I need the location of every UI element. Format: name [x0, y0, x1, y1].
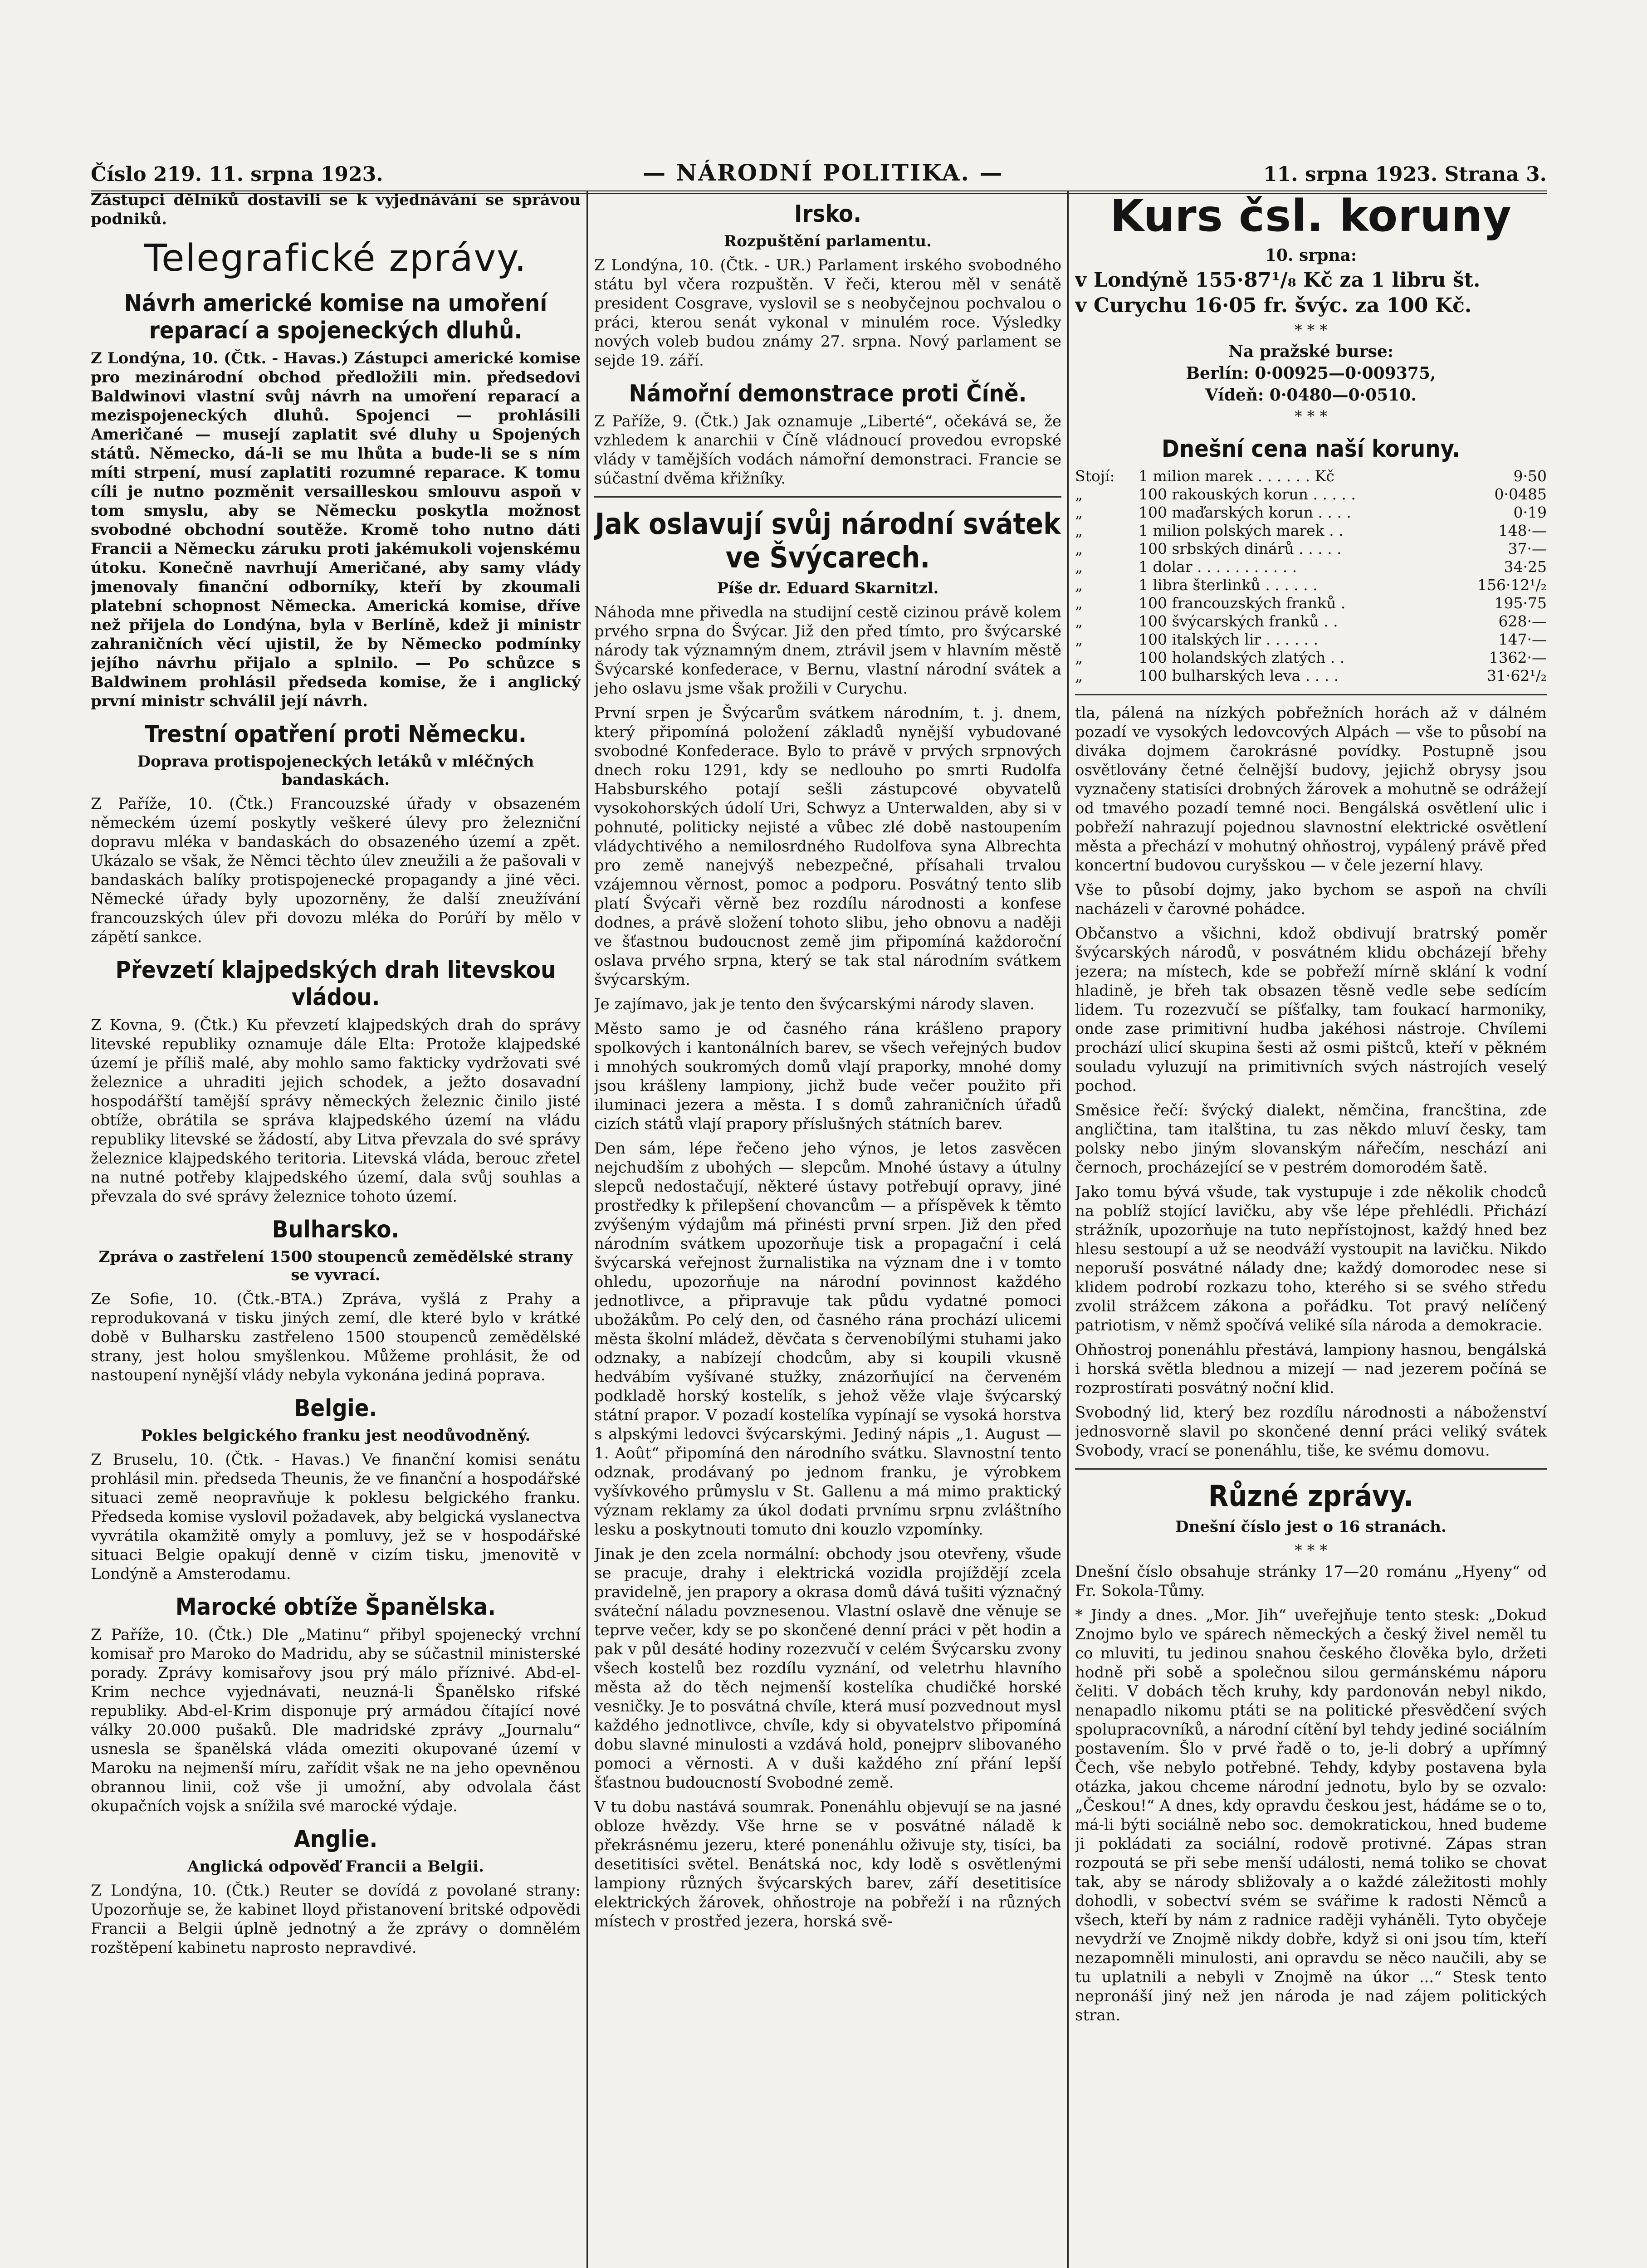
price-value: 9·50: [1513, 467, 1547, 485]
currency-rate-title: Kurs čsl. koruny: [1110, 191, 1512, 241]
section-title-telegraph: Telegrafické zprávy.: [144, 237, 528, 280]
column-divider: [1067, 191, 1069, 2268]
price-value: 34·25: [1504, 558, 1547, 576]
article-body: Svobodný lid, který bez rozdílu národnosti a náboženství jednosvorně slavil po skončené denní práci veliký svátek Svobody, vrací se ponenáhlu, tiše, ke svému domovu.: [1075, 1403, 1547, 1460]
stars-divider: * * *: [1294, 321, 1328, 339]
article-subtitle: Dnešní číslo jest o 16 stranách.: [1175, 1518, 1447, 1536]
price-list: [1075, 467, 1547, 685]
article-body: První srpen je Švýcarům svátkem národním, t. j. dnem, který připomíná položení základů nynější vybudované svobodné Konfederace. Bylo to právě v prvých srpnových dnech roku 1291, kdy se nedlouho po smrti Rudolfa Habsburského potají sešli zástupcové obyvatelů vysokohorských údolí Uri, Schwyz a Unterwalden, aby si v pohnuté, politicky nejisté a vůbec zlé době nastoupením vládychtivého a nemilosrdného Rudolfova syna Albrechta pro země nanejvýš nebezpečné, přísahali trvalou vzájemnou věrnost, pomoc a podporu. Posvátný tento slib platí Švýcaři věrně bez rozdílu národnosti a konfese dodnes, a právě složení tohoto slibu, jeho obnovu a naději ve šťastnou budoucnost země jim připomíná každoroční oslava prvého srpna, který se tak stal národním svátkem švýcarským.: [594, 704, 1061, 989]
price-prefix: „: [1075, 576, 1083, 594]
article-body: Vše to působí dojmy, jako bychom se aspoň na chvíli nacházeli v čarovné pohádce.: [1075, 881, 1547, 918]
stars-divider: * * *: [1294, 1541, 1328, 1559]
price-list-title: Dnešní cena naší koruny.: [1161, 435, 1461, 463]
price-item: 100 maďarských korun . . . .: [1139, 503, 1351, 521]
price-row: [1075, 467, 1547, 485]
price-value: 148·—: [1498, 522, 1547, 539]
article-body: tla, pálená na nízkých pobřežních horách až v dálném pozadí ve vysokých ledovcových Alpách — vše to působí na diváka dojmem čarokrásné povídky. Postupně jsou osvětlovány četné čelnější budovy, jejichž obrysy jsou vyznačeny statisíci drobných žárovek a mohutně se odrážejí od tmavého pozadí temné noci. Bengálská osvětlení ulic i pobřeží nahrazují pojednou slavnostní elektrické osvětlení města a přechází v mohutný ohňostroj, vypálený právě před koncertní budovou curyšskou — v čele jezerní hlavy.: [1075, 704, 1547, 875]
price-row: [1075, 612, 1547, 631]
price-prefix: „: [1075, 649, 1083, 666]
price-row: [1075, 522, 1547, 540]
article-body: Z Paříže, 9. (Čtk.) Jak oznamuje „Liberté“, očekává se, že vzhledem k anarchii v Číně vládnoucí provedou evropské vlády v tamějších vodách námořní demonstraci. Francie se súčastní dvěma křižníky.: [594, 412, 1061, 488]
article-body: Z Kovna, 9. (Čtk.) Ku převzetí klajpedských drah do správy litevské republiky oznamuje dále Elta: Protože klajpedské území je příliš malé, aby mohlo samo fakticky vydržovati své železnice a uhraditi jejich schodek, a ježto dosavadní hospodářští tamější správy německých železnic činilo jisté obtíže, obrátila se správa klajpedského území na vládu republiky litevské se žádostí, aby Litva převzala do své správy železnice klajpedského teritoria. Litevská vláda, berouc zřetel na nutné potřeby klajpedského území, dala svůj souhlas a převzala do své správy železnice tohoto území.: [91, 1016, 581, 1206]
price-value: 31·62¹/₂: [1486, 667, 1547, 684]
article-body: Z Londýna, 10. (Čtk. - UR.) Parlament irského svobodného státu byl včera rozpuštěn. V řeči, kterou měl v senátě president Cosgrave, vyslovil se s neobyčejnou pochvalou o práci, kterou senát vykonal v minulém roce. Výsledky nových voleb budou známy 27. srpna. Nový parlament se sejde 19. září.: [594, 256, 1061, 370]
price-row: [1075, 503, 1547, 522]
article-body: Dnešní číslo obsahuje stránky 17—20 románu „Hyeny“ od Fr. Sokola-Tůmy.: [1075, 1563, 1547, 1600]
price-item: 100 bulharských leva . . . .: [1139, 667, 1339, 684]
price-prefix: „: [1075, 558, 1083, 576]
price-item: 100 švýcarských franků . .: [1139, 612, 1338, 630]
stars-divider: * * *: [1294, 407, 1328, 425]
price-item: 1 dolar . . . . . . . . . . .: [1139, 558, 1297, 576]
masthead: [91, 150, 1547, 194]
article-title: Návrh americké komise na umoření reparací a spojeneckých dluhů.: [124, 290, 547, 344]
separator: [594, 496, 1061, 498]
article-body: Ohňostroj ponenáhlu přestává, lampiony hasnou, bengálská i horská světla blednou a mizejí — nad jezerem počíná se rozprostírati posvátný noční klid.: [1075, 1341, 1547, 1397]
price-item: 100 francouzských franků .: [1139, 594, 1346, 612]
price-row: [1075, 594, 1547, 612]
price-row: [1075, 558, 1547, 576]
price-prefix: Stojí:: [1075, 467, 1115, 485]
column-2: [594, 191, 1061, 2268]
article-body: Město samo je od časného rána krášleno prapory spolkových i kantonálních barev, se všech veřejných budov i mnohých soukromých domů vlají praporky, mnohé domy jsou krášleny lampiony, jichž bude večer použito při iluminaci jezera a města. I s domů zahraničních úřadů cizích států vlají prapory příslušných státních barev.: [594, 1020, 1061, 1133]
price-row: [1075, 649, 1547, 667]
issue-number: Číslo 219. 11. srpna 1923.: [91, 163, 383, 186]
price-value: 147·—: [1498, 631, 1547, 648]
article-body: Z Paříže, 10. (Čtk.) Dle „Matinu“ přibyl spojenecký vrchní komisař pro Maroko do Madridu, aby se súčastnil ministerské porady. Zprávy komisařovy jsou prý málo příznivé. Abd-el-Krim nechce vyjednávati, neuzná-li Španělsko rifské republiky. Abd-el-Krim disponuje prý armádou čítající nové války 20.000 pušaků. Dle madridské zprávy „Journalu“ usnesla se španělská vláda omeziti okupované území v Maroku na nejmenší míru, zařídit však ne na jeho opevněnou obrannou linii, což vše ji umožní, aby odvolala část okupačních vojsk a snížila své marocké výdaje.: [91, 1626, 581, 1815]
price-prefix: „: [1075, 503, 1083, 521]
article-title: Jak oslavují svůj národní svátek ve Švýcarech.: [595, 508, 1061, 575]
article-body: * Jindy a dnes. „Mor. Jih“ uveřejňuje tento stesk: „Dokud Znojmo bylo ve spárech německých a český živel neměl tu co mluviti, tu jedinou snahou českého člověka bylo, držeti hodně při sobě a společnou silou germánskému náporu čeliti. V dobách těch kruhy, kdy pardonován nebyl nikdo, nenapadlo nikomu ptáti se na politické přesvědčení svých spolupracovníků, a národní cítění byl tehdy jediné sociálním postavením. Šlo v prvé řadě o to, je-li dobrý a upřímný Čech, vše nebylo potřebné. Tehdy, kdyby postavena byla otázka, jakou chceme národní jednotu, bylo by se ozvalo: „Českou!“ A dnes, kdy opravdu českou jest, hádáme se o to, má-li býti sociálně nebo soc. demokratickou, hned budeme ji pokládati za sociální, rodově protivné. Zápas stran rozpoutá se při sebe menší události, nemá toliko se chovat tak, aby se národy sbližovaly a o každé záležitosti mohly dohodli, v sobectví svém se svářime k radosti Němců a všech, kteří by nám z radnice raději vyháněli. Tyto obyčeje nevydrží ve Znojmě nikdy dobře, když si oni jsou tím, kteří nezapomněli minulosti, ani opravdu se něco naučili, aby se tu uplatnili a nebyli v Znojmě na úkor ...“ Stesk tento nepronáší jiný než jen národa je nad zájem politických stran.: [1075, 1606, 1547, 2024]
column-3: [1075, 191, 1547, 2268]
separator: [1075, 694, 1547, 695]
rate-date: 10. srpna:: [1265, 246, 1357, 265]
price-value: 1362·—: [1489, 649, 1547, 666]
article-title: Anglie.: [293, 1826, 378, 1853]
article-body: Je zajímavo, jak je tento den švýcarskými národy slaven.: [594, 995, 1035, 1013]
section-title-ruzne: Různé zprávy.: [1208, 1480, 1413, 1513]
article-body: V tu dobu nastává soumrak. Ponenáhlu objevují se na jasné obloze hvězdy. Vše hrne se v posvátné náladě k překrásnému jezeru, které ponenáhlu oživuje sty, tisíci, ba desetitisíci světel. Benátská noc, kdy lodě s osvětlenými lampiony různých švýcarských barev, září desetitisíce elektrických žárovek, ohňostroje na pobřeží i na různých místech v prostřed jezera, horská svě-: [594, 1798, 1061, 1931]
price-row: [1075, 667, 1547, 685]
article-body: Občanstvo a všichni, kdož obdivují bratrský poměr švýcarských národů, v posvátném klidu obcházejí břehy jezera; na místech, kde se pobřeží mírně sklání k vodní hladině, je břeh tak obsazen těsně vedle sebe sedícím lidem. Tu rozezvučí se píšťalky, tam foukací harmoniky, onde zase primitivní hudba jakéhosi nástroje. Chvílemi prochází ulicí skupina šesti až osmi pištců, kteří v pěkném souladu vyluzují na primitivních svých nástrojích veselý pochod.: [1075, 924, 1547, 1095]
article-body: Z Londýna, 10. (Čtk.) Reuter se dovídá z povolané strany: Upozorňuje se, že kabinet lloyd přistanovení britské odpovědi Francii a Belgii úplně jednotný a že zprávy o domnělém rozštěpení kabinetu naprosto nepravdivé.: [91, 1882, 581, 1957]
article-byline: Píše dr. Eduard Skarnitzl.: [717, 579, 939, 597]
article-subtitle: Pokles belgického franku jest neodůvodněný.: [141, 1427, 531, 1445]
article-title: Bulharsko.: [272, 1216, 400, 1243]
price-value: 0·0485: [1494, 485, 1547, 503]
price-prefix: „: [1075, 667, 1083, 684]
price-item: 100 italských lir . . . . . .: [1139, 631, 1319, 648]
price-prefix: „: [1075, 612, 1083, 630]
article-subtitle: Rozpuštění parlamentu.: [724, 232, 932, 250]
price-row: [1075, 485, 1547, 503]
article-body: Směsice řečí: švýcký dialekt, němčina, francština, zde angličtina, tam italština, tu zas někdo mluví česky, tam polsky nebo jiným slovanským nářečím, neschází ani černoch, procházející se v pestrém domorodém šatě.: [1075, 1101, 1547, 1177]
price-prefix: „: [1075, 631, 1083, 648]
article-subtitle: Doprava protispojeneckých letáků v mléčných bandaskách.: [137, 753, 534, 789]
price-row: [1075, 540, 1547, 558]
article-title: Trestní opatření proti Německu.: [145, 721, 527, 748]
article-body: Den sám, lépe řečeno jeho výnos, je letos zasvěcen nejchudším z ubohých — slepcům. Mnohé ústavy a útulny slepců nedostačují, některé ústavy potřebují opravy, jiné prostředky k přilepšení chovancům — a příspěvek k těmto zvýšeným výdajům má přinésti první srpen. Již den před národním svátkem upozorňuje tisk a propagační i celá švýcarská veřejnost žurnalistika na význam dne i v tomto ohledu, upozorňuje na národní povinnost každého jednotlivce, a připravuje tak půdu vydatné pomoci ubožákům. Po celý den, od časného rána prochází ulicemi města školní mládež, děvčata s červenobílými stuhami jako odznaky, a nabízejí chodcům, aby si koupili vkusně hedvábím vyšívané stužky, znázorňující na červeném podkladě horský kostelík, s jehož věže vlaje švýcarský státní prapor. V pozadí kostelíka vypínají se vysoká horstva s alpskými ledovci švýcarskými. Jediný nápis „1. August — 1. Août“ připomíná den národního svátku. Slavnostní tento odznak, prodávaný po jednom franku, je výrobkem vyšívkového průmyslu v St. Gallenu a má mimo praktický význam reklamy za úkol dodati prvnímu srpnu zvláštního lesku a poskytnouti tomuto dni kouzlo vzpomínky.: [594, 1139, 1061, 1539]
price-item: 100 srbských dinárů . . . . .: [1139, 540, 1342, 557]
price-prefix: „: [1075, 485, 1083, 503]
burse-vienna: Vídeň: 0·0480—0·0510.: [1205, 386, 1417, 405]
price-row: [1075, 631, 1547, 649]
burse-title: Na pražské burse:: [1228, 342, 1394, 361]
article-body: Jako tomu bývá všude, tak vystupuje i zde několik chodců na poblíž stojící lavičku, aby vše lépe přehlédli. Přichází strážník, upozorňuje na tuto nepřístojnost, každý hned bez hlesu sestoupí a už se neodváží vystoupit na lavičku. Nikdo neporuší posvátné nálady dne; každý domorodec nese si klidem podrobí rozkazu toho, kterého si se svého středu zvolil strážcem zákona a pořádku. Tot pravý nelíčený patriotism, v němž spočívá veliké síla národa a demokracie.: [1075, 1183, 1547, 1334]
article-subtitle: Anglická odpověď Francii a Belgii.: [187, 1857, 484, 1876]
price-item: 1 milion marek . . . . . . Kč: [1139, 467, 1334, 485]
article-body: Náhoda mne přivedla na studijní cestě cizinou právě kolem prvého srpna do Švýcar. Již den před tímto, pro švýcarské národy tak významným dnem, ztrávil jsem v hlavním městě Švýcarské konfederace, v Bernu, vlastní národní svátek a jeho oslavu jsme však prožili v Curychu.: [594, 603, 1061, 698]
price-value: 156·12¹/₂: [1477, 576, 1547, 594]
price-prefix: „: [1075, 540, 1083, 557]
price-item: 1 libra šterlinků . . . . . .: [1139, 576, 1318, 594]
rate-zurich: v Curychu 16·05 fr. švýc. za 100 Kč.: [1075, 294, 1472, 317]
date-page: 11. srpna 1923. Strana 3.: [1263, 163, 1547, 186]
separator: [1075, 1468, 1547, 1470]
price-prefix: „: [1075, 594, 1083, 612]
article-title: Irsko.: [794, 200, 861, 228]
price-value: 628·—: [1498, 612, 1547, 630]
price-value: 0·19: [1513, 503, 1547, 521]
article-body: Z Paříže, 10. (Čtk.) Francouzské úřady v obsazeném německém území poskytly veškeré úlevy pro železniční dopravu mléka v bandaskách do obsazeného území a zpět. Ukázalo se však, že Němci těchto úlev zneužili a že pašovali v bandaskách balíky protispojenecké propagandy a jiné věci. Německé úřady byly upozorněny, že další zneužívání francouzských úlev při dovozu mléka do Porúří by mělo v zápětí sankce.: [91, 795, 581, 946]
article-title: Námořní demonstrace proti Číně.: [629, 380, 1027, 407]
article-body: Z Bruselu, 10. (Čtk. - Havas.) Ve finanční komisi senátu prohlásil min. předseda Theunis, že ve finanční a hospodářské situaci země neopravňuje k poklesu belgického franku. Předseda komise vyslovil požadavek, aby belgická vyslanectva vyvrátila okamžitě omyly a pomluvy, jež se v hospodářské situaci Belgie opakují denně v cizím tisku, jmenovitě v Londýně a Amsterodamu.: [91, 1451, 581, 1583]
column-1: [91, 191, 581, 2268]
price-value: 195·75: [1494, 594, 1547, 612]
article-title: Převzetí klajpedských drah litevskou vládou.: [115, 957, 556, 1011]
article-title: Marocké obtíže Španělska.: [175, 1593, 496, 1621]
column-divider: [586, 191, 588, 2268]
rate-london: v Londýně 155·87¹/₈ Kč za 1 libru št.: [1075, 269, 1481, 292]
price-row: [1075, 576, 1547, 594]
price-item: 100 holandských zlatých . .: [1139, 649, 1345, 666]
burse-berlin: Berlín: 0·00925—0·009375,: [1186, 364, 1436, 383]
price-value: 37·—: [1508, 540, 1547, 557]
article-subtitle: Zpráva o zastřelení 1500 stoupenců zemědělské strany se vyvrací.: [98, 1248, 573, 1284]
newspaper-title: — NÁRODNÍ POLITIKA. —: [643, 159, 1004, 186]
price-item: 1 milion polských marek . .: [1139, 522, 1344, 539]
price-prefix: „: [1075, 522, 1083, 539]
article-body: Jinak je den zcela normální: obchody jsou otevřeny, všude se pracuje, drahy i elektrická vozidla projíždějí zcela pravidelně, jen prapory a okrasa domů dává tušiti význačný sváteční náladu povznesenou. Vlastní oslavě dne věnuje se teprve večer, kdy se po skončené denní práci v pět hodin a pak v půl desáté hodiny rozezvučí v celém Švýcarsku zvony všech kostelů bez rozdílu vyznání, od veletrhu hlavního města až do těch nejmenší kostelíka chudičké horské vesničky. Je to posvátná chvíle, která musí pozvednout mysl každého jednotlivce, chvíle, kdy si obyvatelstvo připomíná dobu slavné minulosti a vzdává hold, ponejprv slibovaného pomoci a věrnosti. A v duši každého zní přání lepší šťastnou budoucností Svobodné země.: [594, 1545, 1061, 1792]
price-item: 100 rakouských korun . . . . .: [1139, 485, 1356, 503]
intro-text: Zástupci dělníků dostavili se k vyjednávání se správou podniků.: [91, 191, 581, 228]
article-title: Belgie.: [294, 1395, 377, 1422]
article-body: Ze Sofie, 10. (Čtk.-BTA.) Zpráva, vyšlá z Prahy a reprodukovaná v tisku jiných zemí, dle které bylo v krátké době v Bulharsku zastřeleno 1500 stoupenců zemědělské strany, jest holou smyšlenkou. Můžeme prohlásit, že od nastoupení nynější vlády nebyla vykonána jediná poprava.: [91, 1290, 581, 1384]
article-body: Z Londýna, 10. (Čtk. - Havas.) Zástupci americké komise pro mezinárodní obchod předložili min. předsedovi Baldwinovi vlastní svůj návrh na umoření reparací a mezispojeneckých dluhů. Spojenci — prohlásili Američané — musejí zaplatit své dluhy u Spojených států. Německo, dá-li se mu lhůta a bude-li se s ním míti strpení, musí zaplatiti rozumné reparace. K tomu cíli je nutno pozměnit versailleskou smlouvu aspoň v tom smyslu, aby se Německu poskytla možnost svobodné obchodní soutěže. Kromě toho nutno dáti Francii a Německu záruku proti jakémukoli vojenskému útoku. Konečně navrhují Američané, aby samy vlády jmenovaly finanční odborníky, kteří by zkoumali platební schopnost Německa. Americká komise, dříve než přijela do Londýna, byla v Berlíně, kdež ji ministr zahraničních věcí ujistil, že by Německo podmínky jejího návrhu přijalo a splnilo. — Po schůzce s Baldwinem prohlásil předseda komise, že i anglický první ministr schválil její návrh.: [91, 349, 581, 710]
